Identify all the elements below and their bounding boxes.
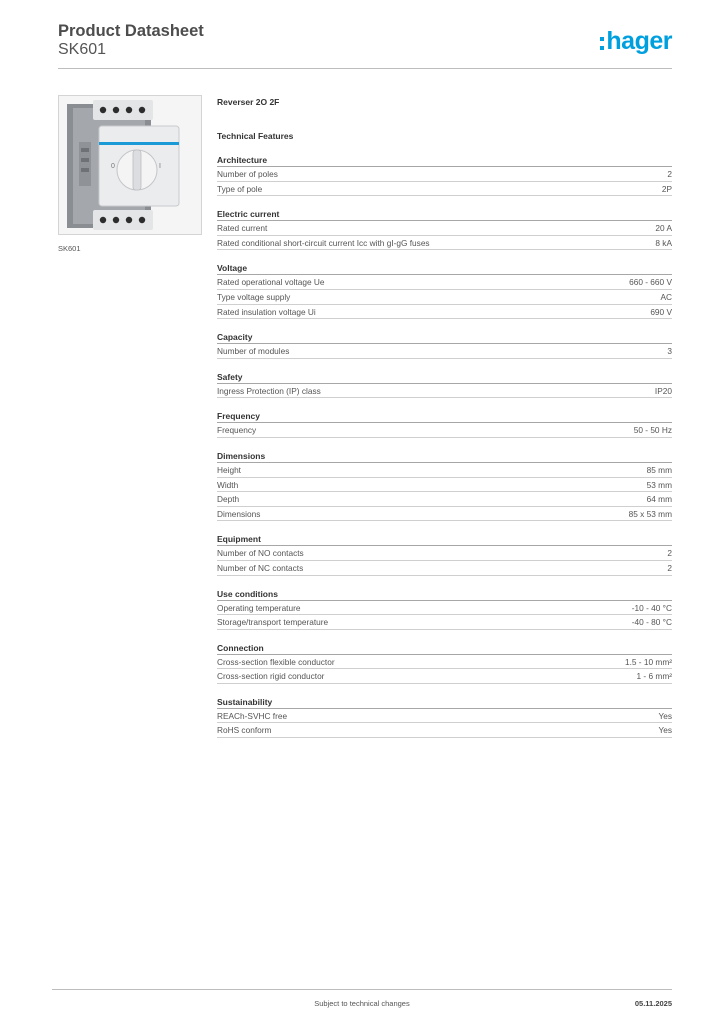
spec-value: 50 - 50 Hz (633, 425, 672, 436)
spec-value: 2 (667, 169, 672, 179)
spec-value: 64 mm (646, 494, 672, 505)
spec-row (217, 655, 672, 670)
section-title: Voltage (217, 262, 672, 275)
section-title: Electric current (217, 208, 672, 221)
spec-section (217, 450, 672, 521)
spec-label: Depth (217, 494, 240, 505)
svg-text:I: I (159, 163, 161, 170)
product-image (58, 95, 202, 235)
spec-value: Yes (658, 710, 672, 721)
spec-section (217, 262, 672, 319)
spec-value: 690 V (650, 306, 672, 317)
spec-row (217, 463, 672, 478)
hager-logo (600, 28, 672, 54)
spec-value: AC (660, 291, 672, 302)
spec-row (217, 305, 672, 320)
spec-value: -10 - 40 °C (631, 602, 672, 613)
section-title: Architecture (217, 154, 672, 167)
spec-value: 2P (661, 183, 672, 194)
spec-value: 53 mm (646, 479, 672, 490)
spec-label: Cross-section flexible conductor (217, 656, 335, 667)
image-caption: SK601 (58, 244, 81, 253)
spec-row (217, 546, 672, 561)
spec-value: 2 (667, 562, 672, 573)
spec-section (217, 588, 672, 630)
spec-section (217, 208, 672, 250)
spec-label: RoHS conform (217, 725, 272, 736)
spec-label: Number of NC contacts (217, 562, 304, 573)
section-title: Equipment (217, 533, 672, 546)
spec-label: Type voltage supply (217, 291, 291, 302)
spec-row (217, 290, 672, 305)
spec-section (217, 331, 672, 359)
spec-section (217, 410, 672, 438)
header-divider (58, 68, 672, 69)
spec-label: Rated current (217, 223, 268, 234)
section-title: Safety (217, 371, 672, 384)
spec-row (217, 423, 672, 438)
spec-label: Cross-section rigid conductor (217, 671, 325, 682)
section-title: Frequency (217, 410, 672, 423)
spec-label: Frequency (217, 425, 257, 436)
spec-label: Number of poles (217, 169, 278, 179)
spec-value: 1 - 6 mm² (636, 671, 672, 682)
document-title: Product Datasheet (58, 22, 204, 40)
product-name: Reverser 2O 2F (217, 97, 280, 107)
section-title: Use conditions (217, 588, 672, 601)
spec-row (217, 221, 672, 236)
spec-section (217, 154, 672, 196)
spec-value: Yes (658, 725, 672, 736)
spec-value: 20 A (655, 223, 672, 234)
spec-label: REACh-SVHC free (217, 710, 288, 721)
spec-section (217, 696, 672, 738)
section-title: Capacity (217, 331, 672, 344)
footer-divider (52, 989, 672, 990)
spec-value: 85 x 53 mm (628, 508, 672, 519)
spec-row (217, 561, 672, 576)
spec-value: 85 mm (646, 464, 672, 475)
logo-text: hager (606, 27, 672, 55)
spec-row (217, 507, 672, 522)
page-header (58, 22, 672, 68)
spec-row (217, 478, 672, 493)
spec-value: 660 - 660 V (629, 277, 672, 288)
spec-section (217, 642, 672, 684)
spec-row (217, 167, 672, 182)
spec-label: Number of NO contacts (217, 548, 304, 559)
spec-label: Rated insulation voltage Ui (217, 306, 316, 317)
footer-date: 05.11.2025 (634, 999, 672, 1008)
spec-row (217, 601, 672, 616)
spec-label: Rated operational voltage Ue (217, 277, 325, 288)
specifications-panel (217, 96, 672, 738)
spec-row (217, 182, 672, 197)
spec-value: -40 - 80 °C (631, 617, 672, 628)
spec-row (217, 236, 672, 251)
spec-sections (217, 154, 672, 738)
spec-value: 2 (667, 548, 672, 559)
spec-row (217, 615, 672, 630)
svg-text:0: 0 (111, 163, 115, 170)
spec-row (217, 723, 672, 738)
spec-value: IP20 (654, 385, 672, 396)
spec-row (217, 709, 672, 724)
spec-section (217, 533, 672, 575)
spec-value: 1.5 - 10 mm² (624, 656, 672, 667)
spec-row (217, 384, 672, 399)
spec-label: Ingress Protection (IP) class (217, 385, 321, 396)
section-title: Dimensions (217, 450, 672, 463)
spec-label: Storage/transport temperature (217, 617, 329, 628)
spec-row (217, 492, 672, 507)
spec-label: Width (217, 479, 239, 490)
section-title: Sustainability (217, 696, 672, 709)
features-heading: Technical Features (217, 131, 294, 141)
spec-label: Height (217, 464, 241, 475)
spec-value: 8 kA (655, 237, 672, 248)
footer-note: Subject to technical changes (314, 999, 410, 1008)
spec-section (217, 371, 672, 399)
section-title: Connection (217, 642, 672, 655)
spec-row (217, 669, 672, 684)
spec-label: Number of modules (217, 346, 290, 357)
spec-label: Operating temperature (217, 602, 301, 613)
switch-device-illustration (59, 96, 201, 234)
spec-row (217, 344, 672, 359)
logo-colon-icon (600, 37, 604, 50)
document-subtitle: SK601 (58, 41, 107, 58)
spec-label: Type of pole (217, 183, 263, 194)
spec-value: 3 (667, 346, 672, 357)
spec-label: Rated conditional short-circuit current Icc with gI-gG fuses (217, 237, 430, 248)
spec-label: Dimensions (217, 508, 261, 519)
spec-row (217, 275, 672, 290)
